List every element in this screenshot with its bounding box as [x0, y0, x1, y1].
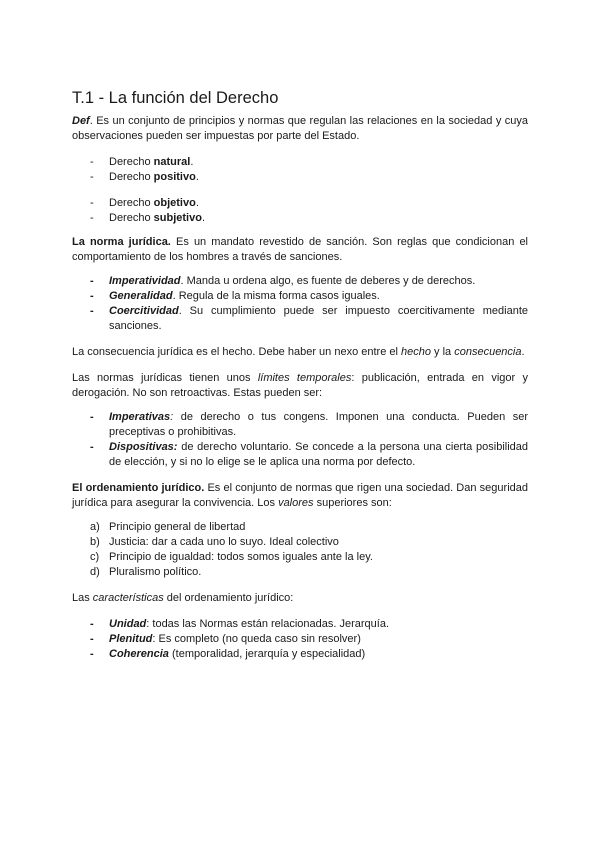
list-item: c) Principio de igualdad: todos somos iguales ante la ley.: [90, 551, 373, 563]
ordenamiento-label: El ordenamiento jurídico.: [72, 482, 205, 494]
caracteristicas-list: [72, 617, 528, 662]
list-item: - Generalidad. Regula de la misma forma casos iguales.: [72, 289, 528, 304]
derecho-list-2: [72, 196, 528, 226]
page-title: T.1 - La función del Derecho: [72, 89, 279, 107]
list-item: d) Pluralismo político.: [90, 566, 202, 578]
derecho-list-1: [72, 155, 528, 185]
valores-list: [72, 520, 528, 580]
list-item: - Imperativas: de derecho o tus congens. Imponen una conducta. Pueden ser preceptivas o prohibitivas.: [72, 410, 528, 440]
norma-characteristics-list: [72, 274, 528, 334]
caracteristicas-intro: Las características del ordenamiento jurídico:: [72, 592, 294, 604]
list-item: - Imperatividad. Manda u ordena algo, es fuente de deberes y de derechos.: [72, 274, 528, 289]
page-content: [72, 88, 528, 662]
norma-label: La norma jurídica.: [72, 236, 171, 248]
list-item: - Plenitud: Es completo (no queda caso sin resolver): [72, 632, 528, 647]
list-item: - Coherencia (temporalidad, jerarquía y especialidad): [72, 647, 528, 662]
def-text: . Es un conjunto de principios y normas que regulan las relaciones en la sociedad y cuya observaciones pueden ser impuestas por parte del Estado.: [72, 115, 528, 142]
list-item: - Dispositivas: de derecho voluntario. Se concede a la persona una cierta posibilidad de elección, y si no lo elige se le aplica una norma por defecto.: [72, 440, 528, 470]
norma-paragraph: La norma jurídica. Es un mandato revestido de sanción. Son reglas que condicionan el comportamiento de los hombres a través de sanciones.: [72, 236, 529, 263]
consecuencia-paragraph: La consecuencia jurídica es el hecho. Debe haber un nexo entre el hecho y la consecuencia.: [72, 346, 525, 358]
list-item: - Derecho subjetivo.: [72, 211, 528, 226]
list-item: - Derecho objetivo.: [72, 196, 528, 211]
list-item: - Derecho natural.: [72, 155, 528, 170]
norm-types-list: [72, 410, 528, 470]
limites-paragraph: Las normas jurídicas tienen unos límites temporales: publicación, entrada en vigor y derogación. No son retroactivas. Estas pueden ser:: [72, 372, 528, 399]
list-item: - Derecho positivo.: [72, 170, 528, 185]
list-item: - Coercitividad. Su cumplimiento puede ser impuesto coercitivamente mediante sanciones.: [72, 304, 528, 334]
list-item: - Unidad: todas las Normas están relacionadas. Jerarquía.: [72, 617, 528, 632]
list-item: a) Principio general de libertad: [90, 521, 246, 533]
definition-paragraph: [72, 114, 528, 144]
ordenamiento-paragraph: El ordenamiento jurídico. Es el conjunto de normas que rigen una sociedad. Dan seguridad jurídica para asegurar la convivencia. Los valores superiores son:: [72, 482, 528, 509]
list-item: b) Justicia: dar a cada uno lo suyo. Ideal colectivo: [90, 536, 339, 548]
def-label: Def: [72, 115, 90, 127]
